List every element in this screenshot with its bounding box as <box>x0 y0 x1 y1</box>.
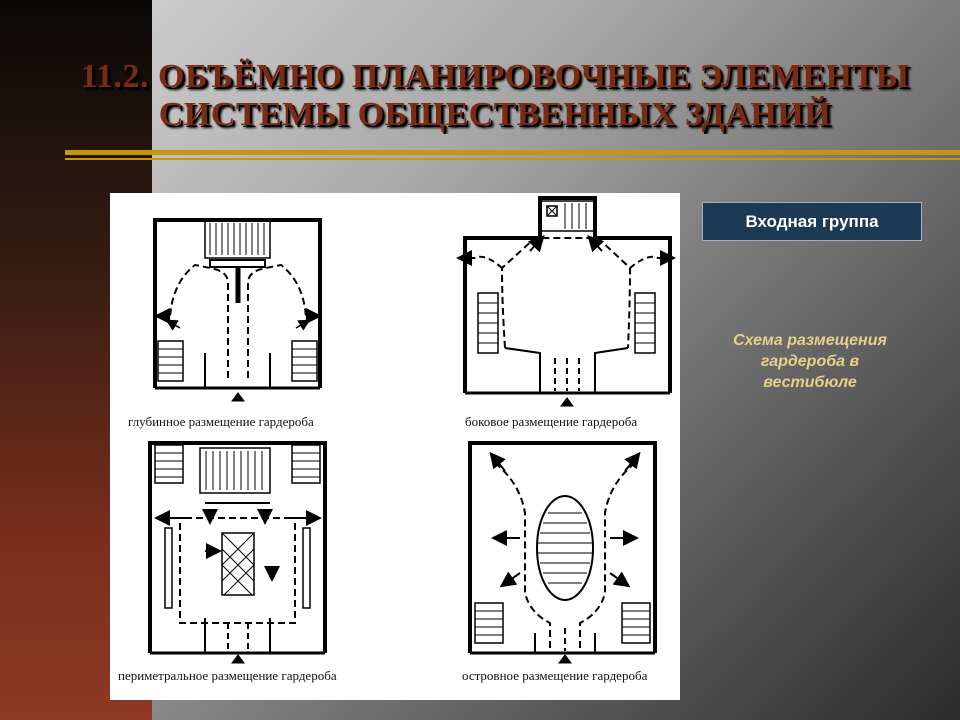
title-underline-thin <box>65 158 960 160</box>
plan-island <box>470 443 655 663</box>
title-underline-thick <box>65 150 960 155</box>
title-line-2: СИСТЕМЫ ОБЩЕСТВЕННЫХ ЗДАНИЙ <box>158 96 832 133</box>
wardrobe-scheme-caption: Схема размещения гардероба в вестибюле <box>733 332 887 391</box>
floor-plan-diagrams <box>110 193 680 700</box>
floor-plans-svg <box>110 193 680 700</box>
slide-title <box>30 58 960 134</box>
caption-island: островное размещение гардероба <box>462 668 648 683</box>
plan-side <box>460 198 672 406</box>
plan-perimeter <box>150 443 325 663</box>
title-line-1: 11.2. ОБЪЁМНО ПЛАНИРОВОЧНЫЕ ЭЛЕМЕНТЫ <box>80 58 910 95</box>
caption-depth: глубинное размещение гардероба <box>128 414 314 429</box>
caption-perimeter: периметральное размещение гардероба <box>118 668 337 683</box>
plan-depth <box>155 220 320 401</box>
entry-group-badge: Входная группа <box>702 202 922 241</box>
caption-side: боковое размещение гардероба <box>465 414 638 429</box>
